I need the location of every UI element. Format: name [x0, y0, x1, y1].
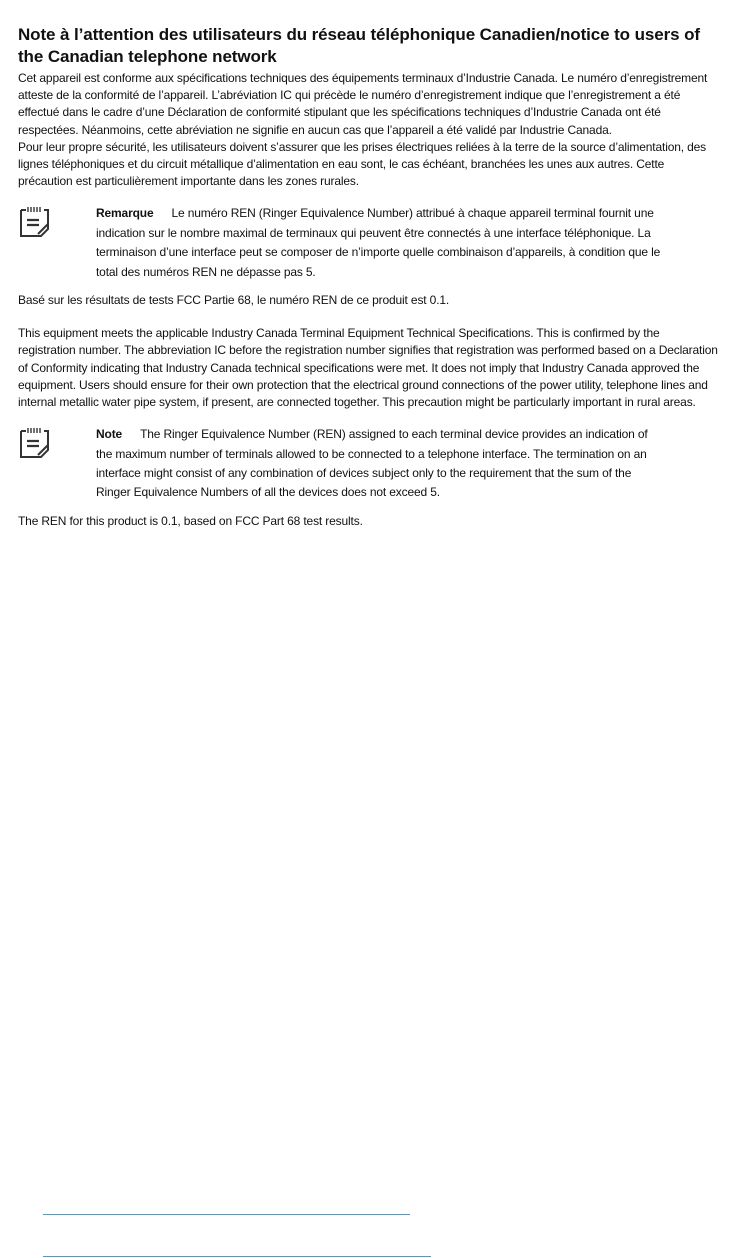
note-text: Le numéro REN (Ringer Equivalence Number) attribué à chaque appareil terminal fournit une indication sur le nombre maximal de terminaux qui peuvent être connectés à une interface téléphonique. La terminaison d’une interface peut se composer de n’importe quelle combinaison d’appareils, à condition que le total des numéros REN ne dépasse pas 5. — [96, 206, 661, 279]
page-title: Note à l’attention des utilisateurs du réseau téléphonique Canadien/notice to users of the Canadian telephone network — [18, 25, 700, 66]
note-text: The Ringer Equivalence Number (REN) assigned to each terminal device provides an indication of the maximum number of terminals allowed to be connected to a telephone interface. The termination on an interface might consist of any combination of devices subject only to the requirement that the sum of the Ringer Equivalence Numbers of all the devices does not exceed 5. — [96, 427, 648, 500]
note-icon — [18, 425, 96, 461]
french-paragraph-1: Cet appareil est conforme aux spécifications techniques des équipements terminaux d’Industrie Canada. Le numéro d’enregistrement atteste de la conformité de l’appareil. L’abréviation IC qui précède le numéro d’enregistrement indique que l’enregistrement a été effectué dans le cadre d’une Déclaration de conformité stipulant que les spécifications techniques d’Industrie Canada ont été respectées. Néanmoins, cette abréviation ne signifie en aucun cas que l’appareil a été validé par Industrie Canada. — [18, 71, 708, 137]
english-ren-statement: The REN for this product is 0.1, based on FCC Part 68 test results. — [18, 513, 363, 528]
english-note — [18, 425, 718, 503]
note-icon — [18, 204, 96, 240]
french-paragraph-2: Pour leur propre sécurité, les utilisateurs doivent s’assurer que les prises électriques reliées à la terre de la source d’alimentation, des lignes téléphoniques et du circuit métallique d’alimentation en eau sont, le cas échéant, branchées les unes aux autres. Cette précaution est particulièrement importante dans les zones rurales. — [18, 139, 707, 189]
english-paragraph-1: This equipment meets the applicable Industry Canada Terminal Equipment Technical Specifications. This is confirmed by the registration number. The abbreviation IC before the registration number signifies that registration was performed based on a Declaration of Conformity indicating that Industry Canada technical specifications were met. It does not imply that Industry Canada approved the equipment. Users should ensure for their own protection that the electrical ground connections of the power utility, telephone lines and internal metallic water pipe system, if present, are connected together. This precaution might be particularly important in rural areas. — [18, 326, 718, 410]
english-note-body — [96, 425, 664, 503]
note-label: Note — [96, 427, 123, 442]
french-note — [18, 204, 718, 282]
note-label: Remarque — [96, 206, 154, 221]
french-note-body — [96, 204, 664, 282]
document-page — [18, 24, 718, 530]
footer-link-line-2[interactable] — [43, 1256, 431, 1257]
french-ren-statement: Basé sur les résultats de tests FCC Partie 68, le numéro REN de ce produit est 0.1. — [18, 293, 450, 308]
footer-link-line-1[interactable] — [43, 1214, 410, 1215]
